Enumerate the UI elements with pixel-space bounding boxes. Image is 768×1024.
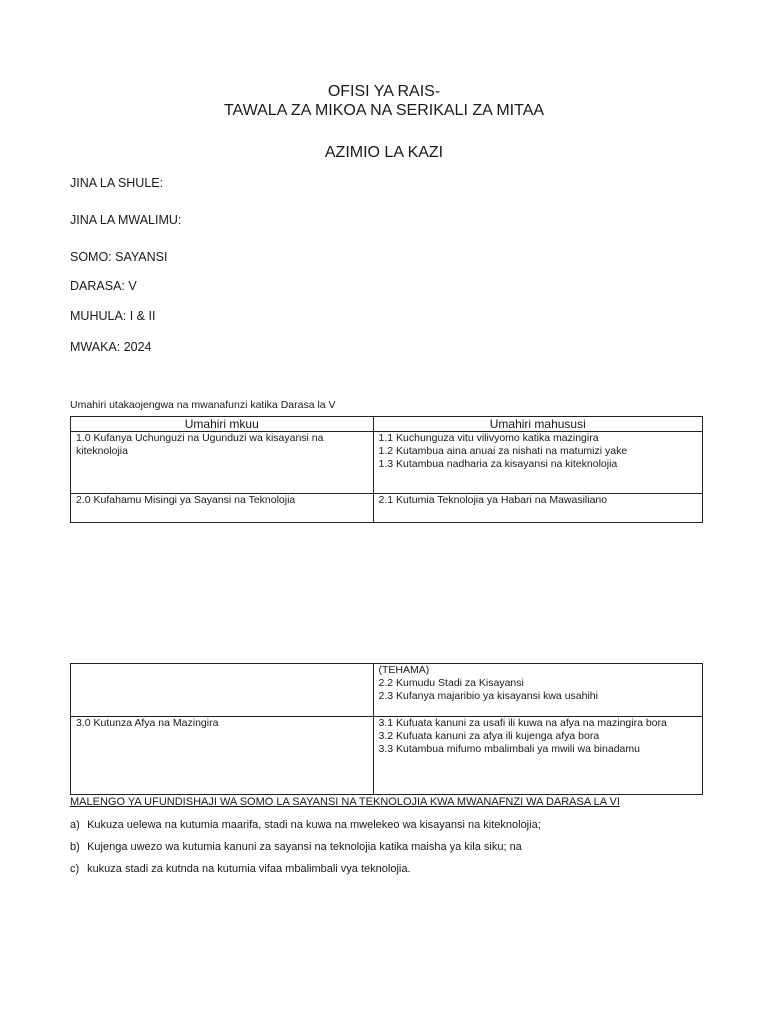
- header-specific-competence: Umahiri mahususi: [373, 417, 702, 432]
- specific-item: 2.1 Kutumia Teknolojia ya Habari na Mawasiliano: [378, 494, 608, 506]
- goal-text: Kukuza uelewa na kutumia maarifa, stadi na kuwa na mwelekeo wa kisayansi na kiteknolojia;: [87, 819, 541, 831]
- term-field: MUHULA: I & II: [70, 309, 156, 323]
- table-header-row: [71, 417, 703, 432]
- year-field: MWAKA: 2024: [70, 340, 152, 354]
- document-title: AZIMIO LA KAZI: [324, 144, 444, 161]
- table-row: [71, 717, 703, 795]
- specific-item: 1.2 Kutambua aina anuai za nishati na matumizi yake: [378, 445, 628, 457]
- table-row: [71, 432, 703, 494]
- specific-competence-cell: [373, 494, 702, 523]
- goal-letter: c): [70, 863, 80, 875]
- specific-item: 2.3 Kufanya majaribio ya kisayansi kwa usahihi: [378, 690, 598, 702]
- school-name-field: JINA LA SHULE:: [70, 176, 164, 190]
- subject-field: SOMO: SAYANSI: [70, 250, 168, 264]
- specific-item: 3.3 Kutambua mifumo mbalimbali ya mwili wa binadamu: [378, 743, 640, 755]
- table-row: [71, 494, 703, 523]
- goal-item: [70, 840, 522, 854]
- table-row: [71, 664, 703, 717]
- competencies-table-part1: [70, 416, 703, 523]
- goal-item: [70, 818, 541, 832]
- main-competence-cell: 2.0 Kufahamu Misingi ya Sayansi na Teknolojia: [71, 494, 374, 523]
- main-competence-cell: 3.0 Kutunza Afya na Mazingira: [71, 717, 374, 795]
- competencies-intro: Umahiri utakaojengwa na mwanafunzi katika Darasa la V: [70, 399, 336, 411]
- goal-item: [70, 862, 411, 876]
- competencies-table-part2: [70, 663, 703, 795]
- main-competence-cell: 1.0 Kufanya Uchunguzi na Ugunduzi wa kisayansi na kiteknolojia: [71, 432, 374, 494]
- office-subheading: TAWALA ZA MIKOA NA SERIKALI ZA MITAA: [223, 102, 545, 119]
- specific-competence-cell: [373, 664, 702, 717]
- goal-letter: b): [70, 841, 80, 853]
- teacher-name-field: JINA LA MWALIMU:: [70, 213, 182, 227]
- specific-item: 1.3 Kutambua nadharia za kisayansi na kiteknolojia: [378, 458, 618, 470]
- goal-text: kukuza stadi za kutnda na kutumia vifaa mbalimbali vya teknolojia.: [87, 863, 411, 875]
- goal-letter: a): [70, 819, 80, 831]
- teaching-goals-title: MALENGO YA UFUNDISHAJI WA SOMO LA SAYANSI NA TEKNOLOJIA KWA MWANAFNZI WA DARASA LA VI: [70, 796, 620, 808]
- specific-item: 1.1 Kuchunguza vitu vilivyomo katika mazingira: [378, 432, 599, 444]
- specific-item: 3.2 Kufuata kanuni za afya ili kujenga afya bora: [378, 730, 600, 742]
- main-competence-cell: [71, 664, 374, 717]
- specific-item: (TEHAMA): [378, 664, 430, 676]
- header-main-competence: Umahiri mkuu: [71, 417, 374, 432]
- goal-text: Kujenga uwezo wa kutumia kanuni za sayansi na teknolojia katika maisha ya kila siku; na: [87, 841, 522, 853]
- specific-competence-cell: [373, 717, 702, 795]
- specific-item: 3.1 Kufuata kanuni za usafi ili kuwa na afya na mazingira bora: [378, 717, 667, 729]
- office-heading: OFISI YA RAIS-: [327, 83, 441, 100]
- specific-competence-cell: [373, 432, 702, 494]
- class-field: DARASA: V: [70, 279, 137, 293]
- specific-item: 2.2 Kumudu Stadi za Kisayansi: [378, 677, 524, 689]
